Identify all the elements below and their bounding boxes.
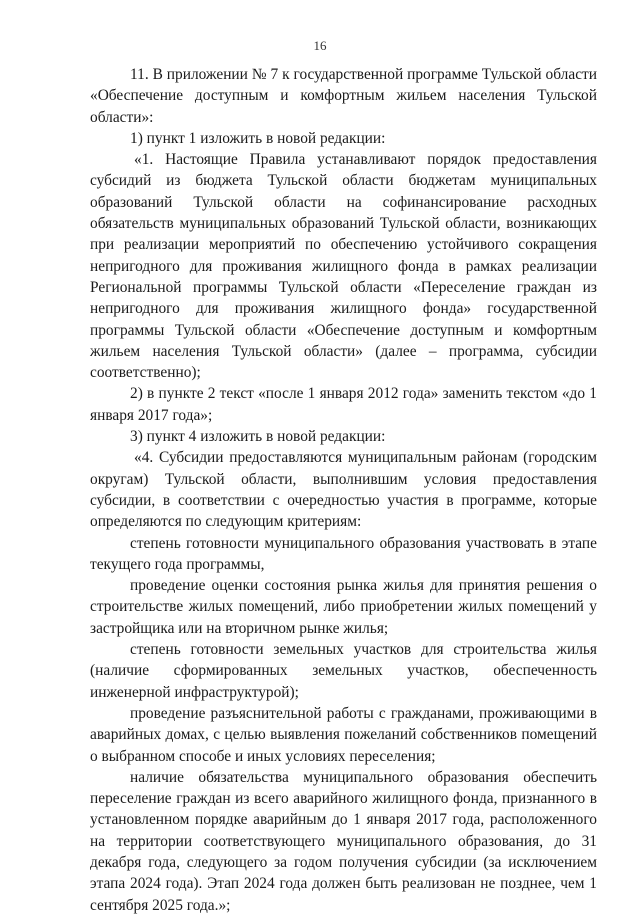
criterion-readiness: степень готовности муниципального образования участвовать в этапе текущего года программы, bbox=[90, 534, 597, 573]
paragraph-item-11: 11. В приложении № 7 к государственной программе Тульской области «Обеспечение доступным и комфортным жильем населения Тульской области»: bbox=[90, 66, 597, 126]
paragraph-subitem-3: 3) пункт 4 изложить в новой редакции: bbox=[130, 428, 386, 446]
criterion-obligation: наличие обязательства муниципального образования обеспечить переселение граждан из всего аварийного жилищного фонда, признанного в установленном порядке аварийным до 1 января 2017 года, расположенного на территории соответствующего муниципального образования, до 31 декабря года, следующего за годом получения субсидии (за исключением этапа 2024 года). Этап 2024 года должен быть реализован не позднее, чем 1 сентября 2025 года.»; bbox=[90, 768, 597, 914]
criterion-land-readiness: степень готовности земельных участков для строительства жилья (наличие сформированных земельных участков, обеспеченность инженерной инфраструктурой); bbox=[90, 641, 597, 701]
paragraph-rule-4: «4. Субсидии предоставляются муниципальным районам (городским округам) Тульской области, выполнившим условия предоставления субсидии, в соответствии с очередностью участия в программе, которые определяются по следующим критериям: bbox=[90, 449, 597, 531]
document-body bbox=[90, 64, 597, 916]
page-number: 16 bbox=[313, 38, 327, 53]
criterion-explanatory-work: проведение разъяснительной работы с гражданами, проживающими в аварийных домах, с целью выявления пожеланий собственников помещений о выбранном способе и иных условиях переселения; bbox=[90, 704, 597, 765]
paragraph-rule-1: «1. Настоящие Правила устанавливают порядок предоставления субсидий из бюджета Тульской области бюджетам муниципальных образований Тульской области на софинансирование расходных обязательств муниципальных образований Тульской области, возникающих при реализации мероприятий по обеспечению устойчивого сокращения непригодного для проживания жилищного фонда в рамках реализации Региональной программы Тульской области «Переселение граждан из непригодного для проживания жилищного фонда» государственной программы Тульской области «Обеспечение доступным и комфортным жильем населения Тульской области» (далее – программа, субсидии соответственно); bbox=[90, 151, 597, 382]
paragraph-subitem-2: 2) в пункте 2 текст «после 1 января 2012 года» заменить текстом «до 1 января 2017 года»; bbox=[90, 385, 597, 424]
paragraph-subitem-1: 1) пункт 1 изложить в новой редакции: bbox=[130, 129, 386, 147]
criterion-market-assessment: проведение оценки состояния рынка жилья для принятия решения о строительстве жилых помещений, либо приобретении жилых помещений у застройщика или на вторичном рынке жилья; bbox=[90, 577, 597, 637]
